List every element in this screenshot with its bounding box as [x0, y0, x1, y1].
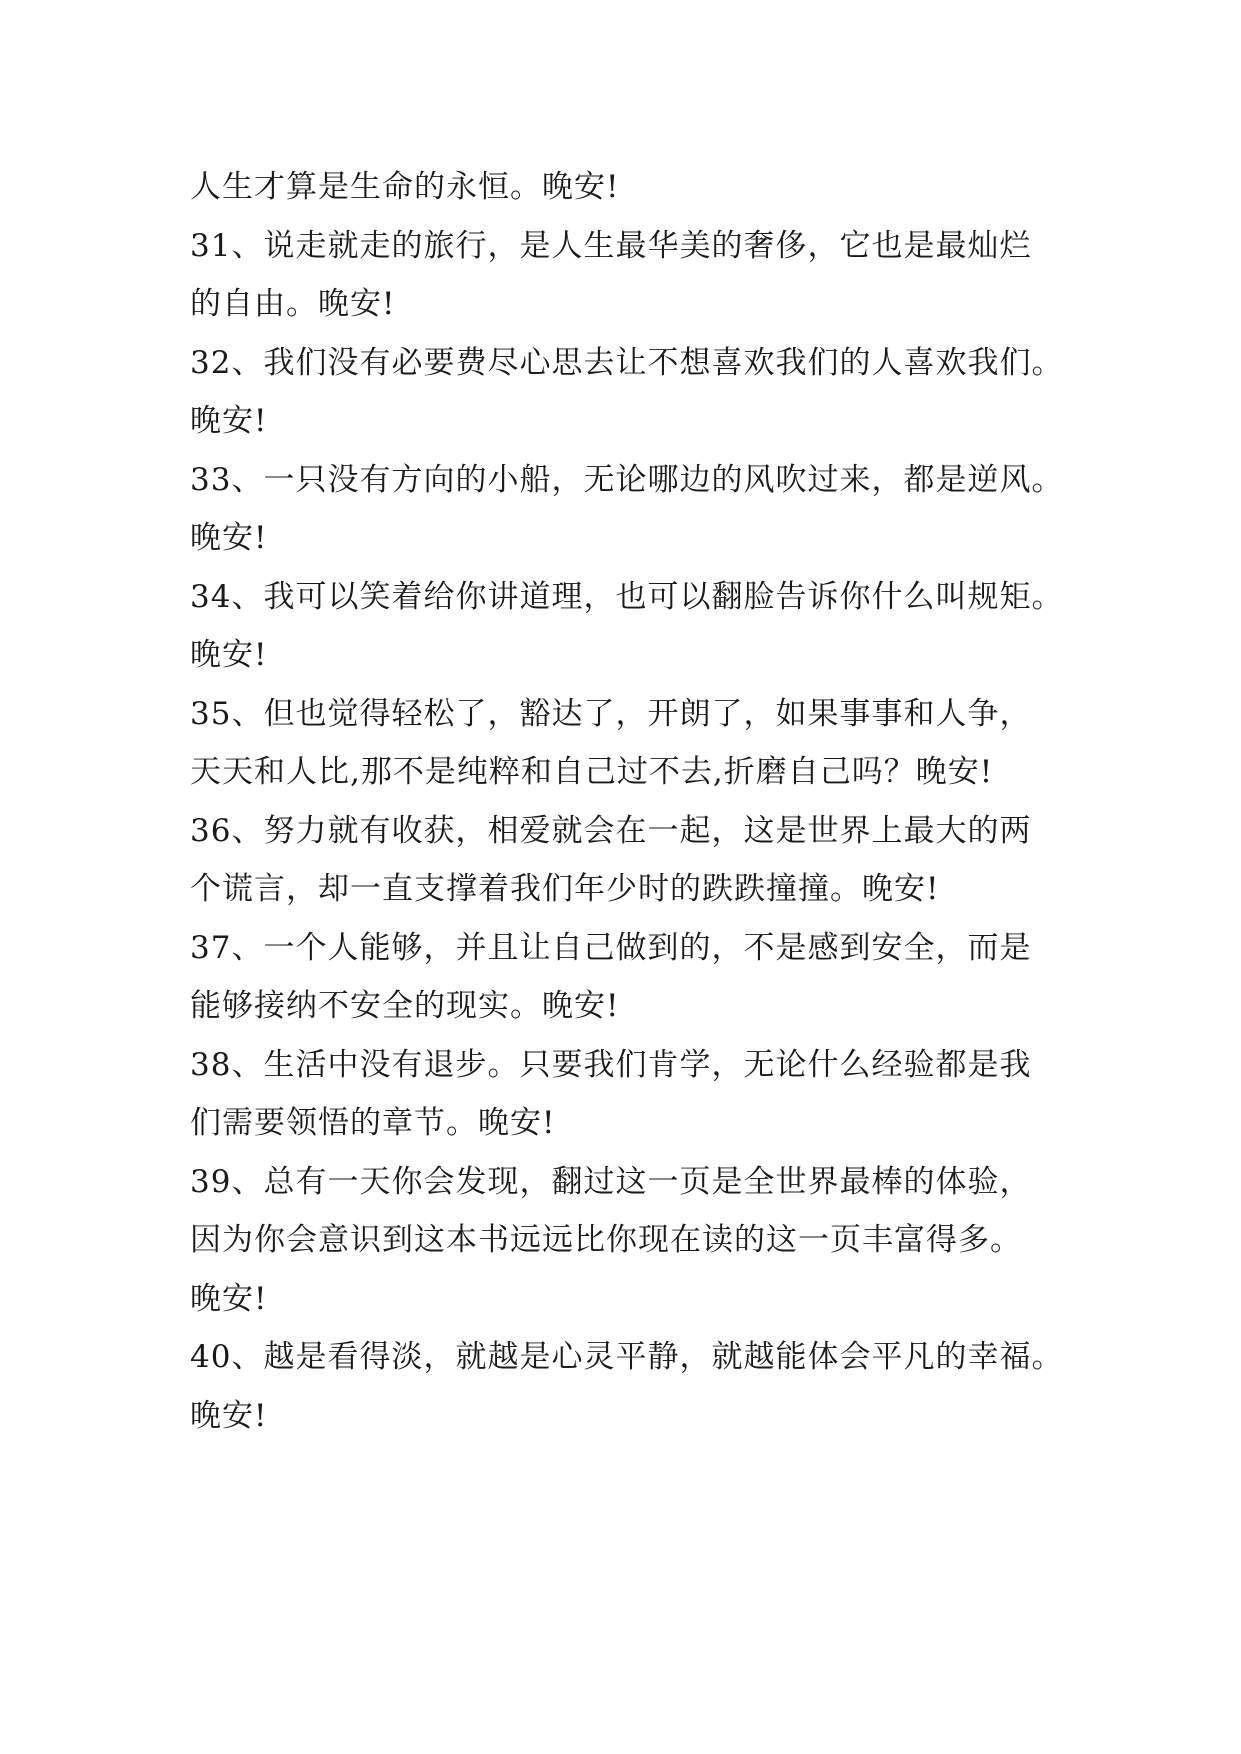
- text-line: 个谎言，却一直支撑着我们年少时的跌跌撞撞。晚安!: [190, 871, 940, 907]
- text-line: 37、一个人能够，并且让自己做到的，不是感到安全，而是: [190, 929, 1032, 966]
- text-line: 天天和人比,那不是纯粹和自己过不去,折磨自己吗？晚安!: [190, 754, 994, 790]
- text-line: 35、但也觉得轻松了，豁达了，开朗了，如果事事和人争，: [190, 695, 1032, 732]
- text-line: 36、努力就有收获，相爱就会在一起，这是世界上最大的两: [190, 812, 1032, 849]
- text-line: 晚安!: [190, 637, 268, 673]
- text-line: 33、一只没有方向的小船，无论哪边的风吹过来，都是逆风。: [190, 461, 1064, 498]
- text-line: 晚安!: [190, 1397, 268, 1434]
- text-line: 晚安!: [190, 520, 268, 556]
- text-line: 因为你会意识到这本书远远比你现在读的这一页丰富得多。: [190, 1222, 1022, 1258]
- text-line: 39、总有一天你会发现，翻过这一页是全世界最棒的体验，: [190, 1163, 1032, 1200]
- text-line: 40、越是看得淡，就越是心灵平静，就越能体会平凡的幸福。: [190, 1339, 1064, 1375]
- text-line: 晚安!: [190, 1280, 268, 1317]
- text-line: 34、我可以笑着给你讲道理，也可以翻脸告诉你什么叫规矩。: [190, 578, 1064, 615]
- text-line: 38、生活中没有退步。只要我们肯学，无论什么经验都是我: [190, 1046, 1032, 1083]
- text-line: 31、说走就走的旅行，是人生最华美的奢侈，它也是最灿烂: [190, 227, 1032, 264]
- document-body: [190, 158, 1090, 1445]
- text-line: 晚安!: [190, 403, 268, 439]
- text-line: 的自由。晚安!: [190, 286, 396, 322]
- text-line: 人生才算是生命的永恒。晚安!: [190, 169, 620, 205]
- text-line: 们需要领悟的章节。晚安!: [190, 1105, 556, 1141]
- text-line: 32、我们没有必要费尽心思去让不想喜欢我们的人喜欢我们。: [190, 344, 1064, 381]
- text-line: 能够接纳不安全的现实。晚安!: [190, 988, 620, 1024]
